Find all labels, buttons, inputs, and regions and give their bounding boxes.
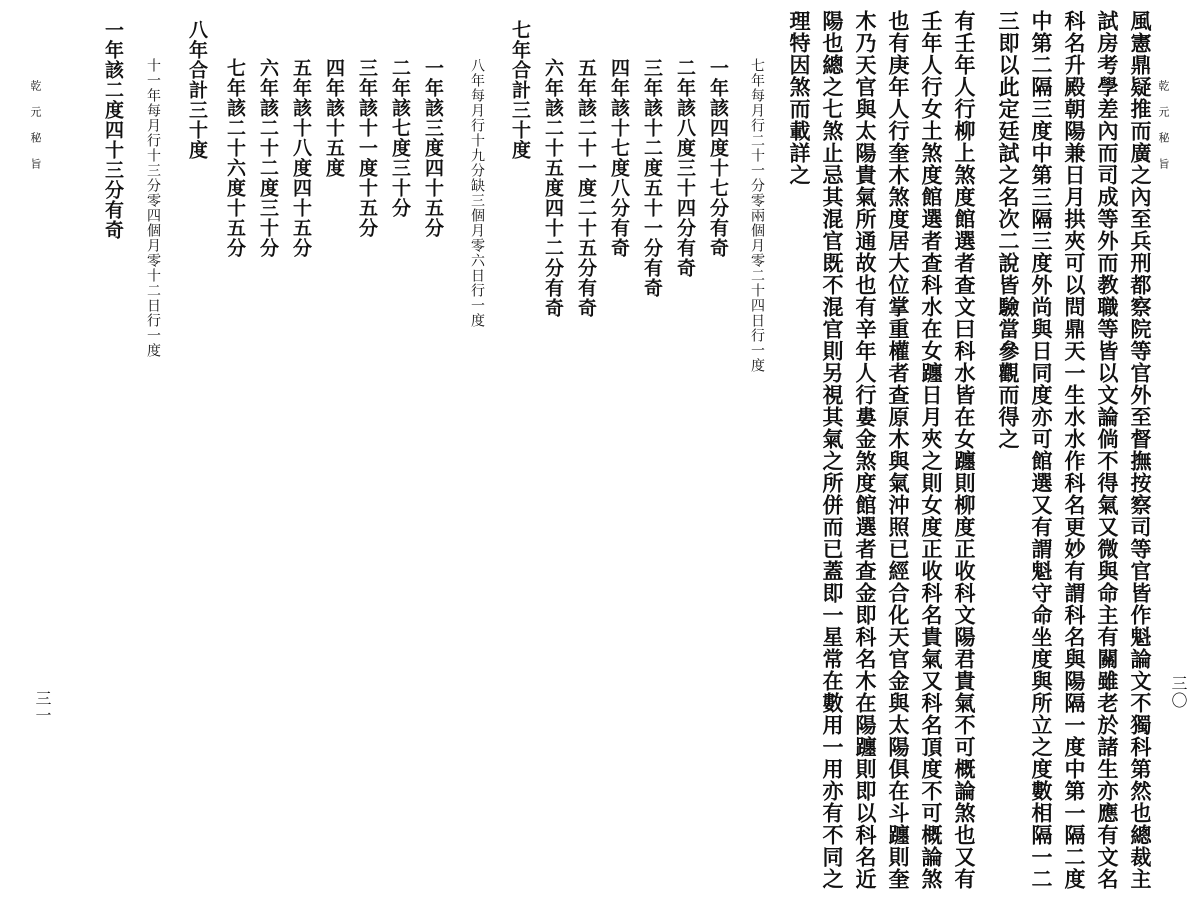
table-row: 七年該二十六度十五分 [224,58,246,258]
text-column: 陽也總之七煞止忌其混官既不混官則另視其氣之所併而已蓋即一星常在數用一用亦有不同之 [820,10,845,890]
section-heading-11-year: 十一年每月行十三分零四個月零十二日行一度 [145,58,161,358]
text-column: 有壬年人行柳上煞度館選者查文曰科水皆在女躔則柳度正收科文陽君貴氣不可概論煞也又有 [952,10,977,890]
table-row: 一年該二度四十三分有奇 [102,20,124,240]
text-column: 風憲鼎疑推而廣之內至兵刑都察院等官外至督撫按察司等官皆作魁論文不獨科第然也總裁主 [1128,10,1153,890]
text-column: 木乃天官與太陽貴氣所通故也有辛年人行婁金煞度館選者查金即科名木在陽躔則即以科名近 [853,10,878,890]
table-row: 八年合計三十度 [186,20,208,160]
left-page-number: 三一 [33,690,52,724]
text-column: 中第二隔三度中第三隔三度外尚與日同度亦可館選又有謂魁守命坐度與所立之度數相隔一二 [1029,10,1054,890]
table-row: 三年該十二度五十一分有奇 [641,58,663,298]
section-heading-7-year: 七年每月行二十一分零兩個月零二十四日行一度 [749,58,765,373]
table-row: 六年該二十五度四十二分有奇 [542,58,564,318]
text-column: 三即以此定廷試之名次二說皆驗當參觀而得之 [996,10,1021,450]
text-column: 科名升殿朝陽兼日月拱夾可以問鼎天一生水水作科名更妙有謂科名與陽隔一度中第一隔二度 [1062,10,1087,890]
table-row: 五年該十八度四十五分 [290,58,312,258]
table-row: 二年該七度三十分 [389,58,411,218]
table-row: 三年該十一度十五分 [356,58,378,238]
right-page-number: 三〇 [1169,675,1188,709]
text-column: 也有庚年人行奎木煞度居大位掌重權者查原木與氣沖照已經合化天官金與太陽俱在斗躔則奎 [886,10,911,890]
text-column: 試房考學差內而司成等外而教職等皆以文論倘不得氣又微與命主有關雖老於諸生亦應有文名 [1095,10,1120,890]
text-column: 理特因煞而載詳之 [787,10,812,186]
table-row: 七年合計三十度 [509,20,531,160]
table-row: 一年該三度四十五分 [422,58,444,238]
text-column: 壬年人行女土煞度館選者查科水在女躔日月夾之則女度正收科名貴氣又科名頂度不可概論煞 [919,10,944,890]
table-row: 四年該十七度八分有奇 [608,58,630,258]
table-row: 一年該四度十七分有奇 [707,58,729,258]
table-row: 六年該二十二度三十分 [257,58,279,258]
table-row: 五年該二十一度二十五分有奇 [575,58,597,318]
right-page-header: 乾 元 秘 旨 [1157,80,1170,170]
section-heading-8-year: 八年每月行十九分缺三個月零六日行一度 [469,58,485,328]
table-row: 二年該八度三十四分有奇 [674,58,696,278]
left-page-header: 乾 元 秘 旨 [29,80,42,170]
table-row: 四年該十五度 [323,58,345,178]
